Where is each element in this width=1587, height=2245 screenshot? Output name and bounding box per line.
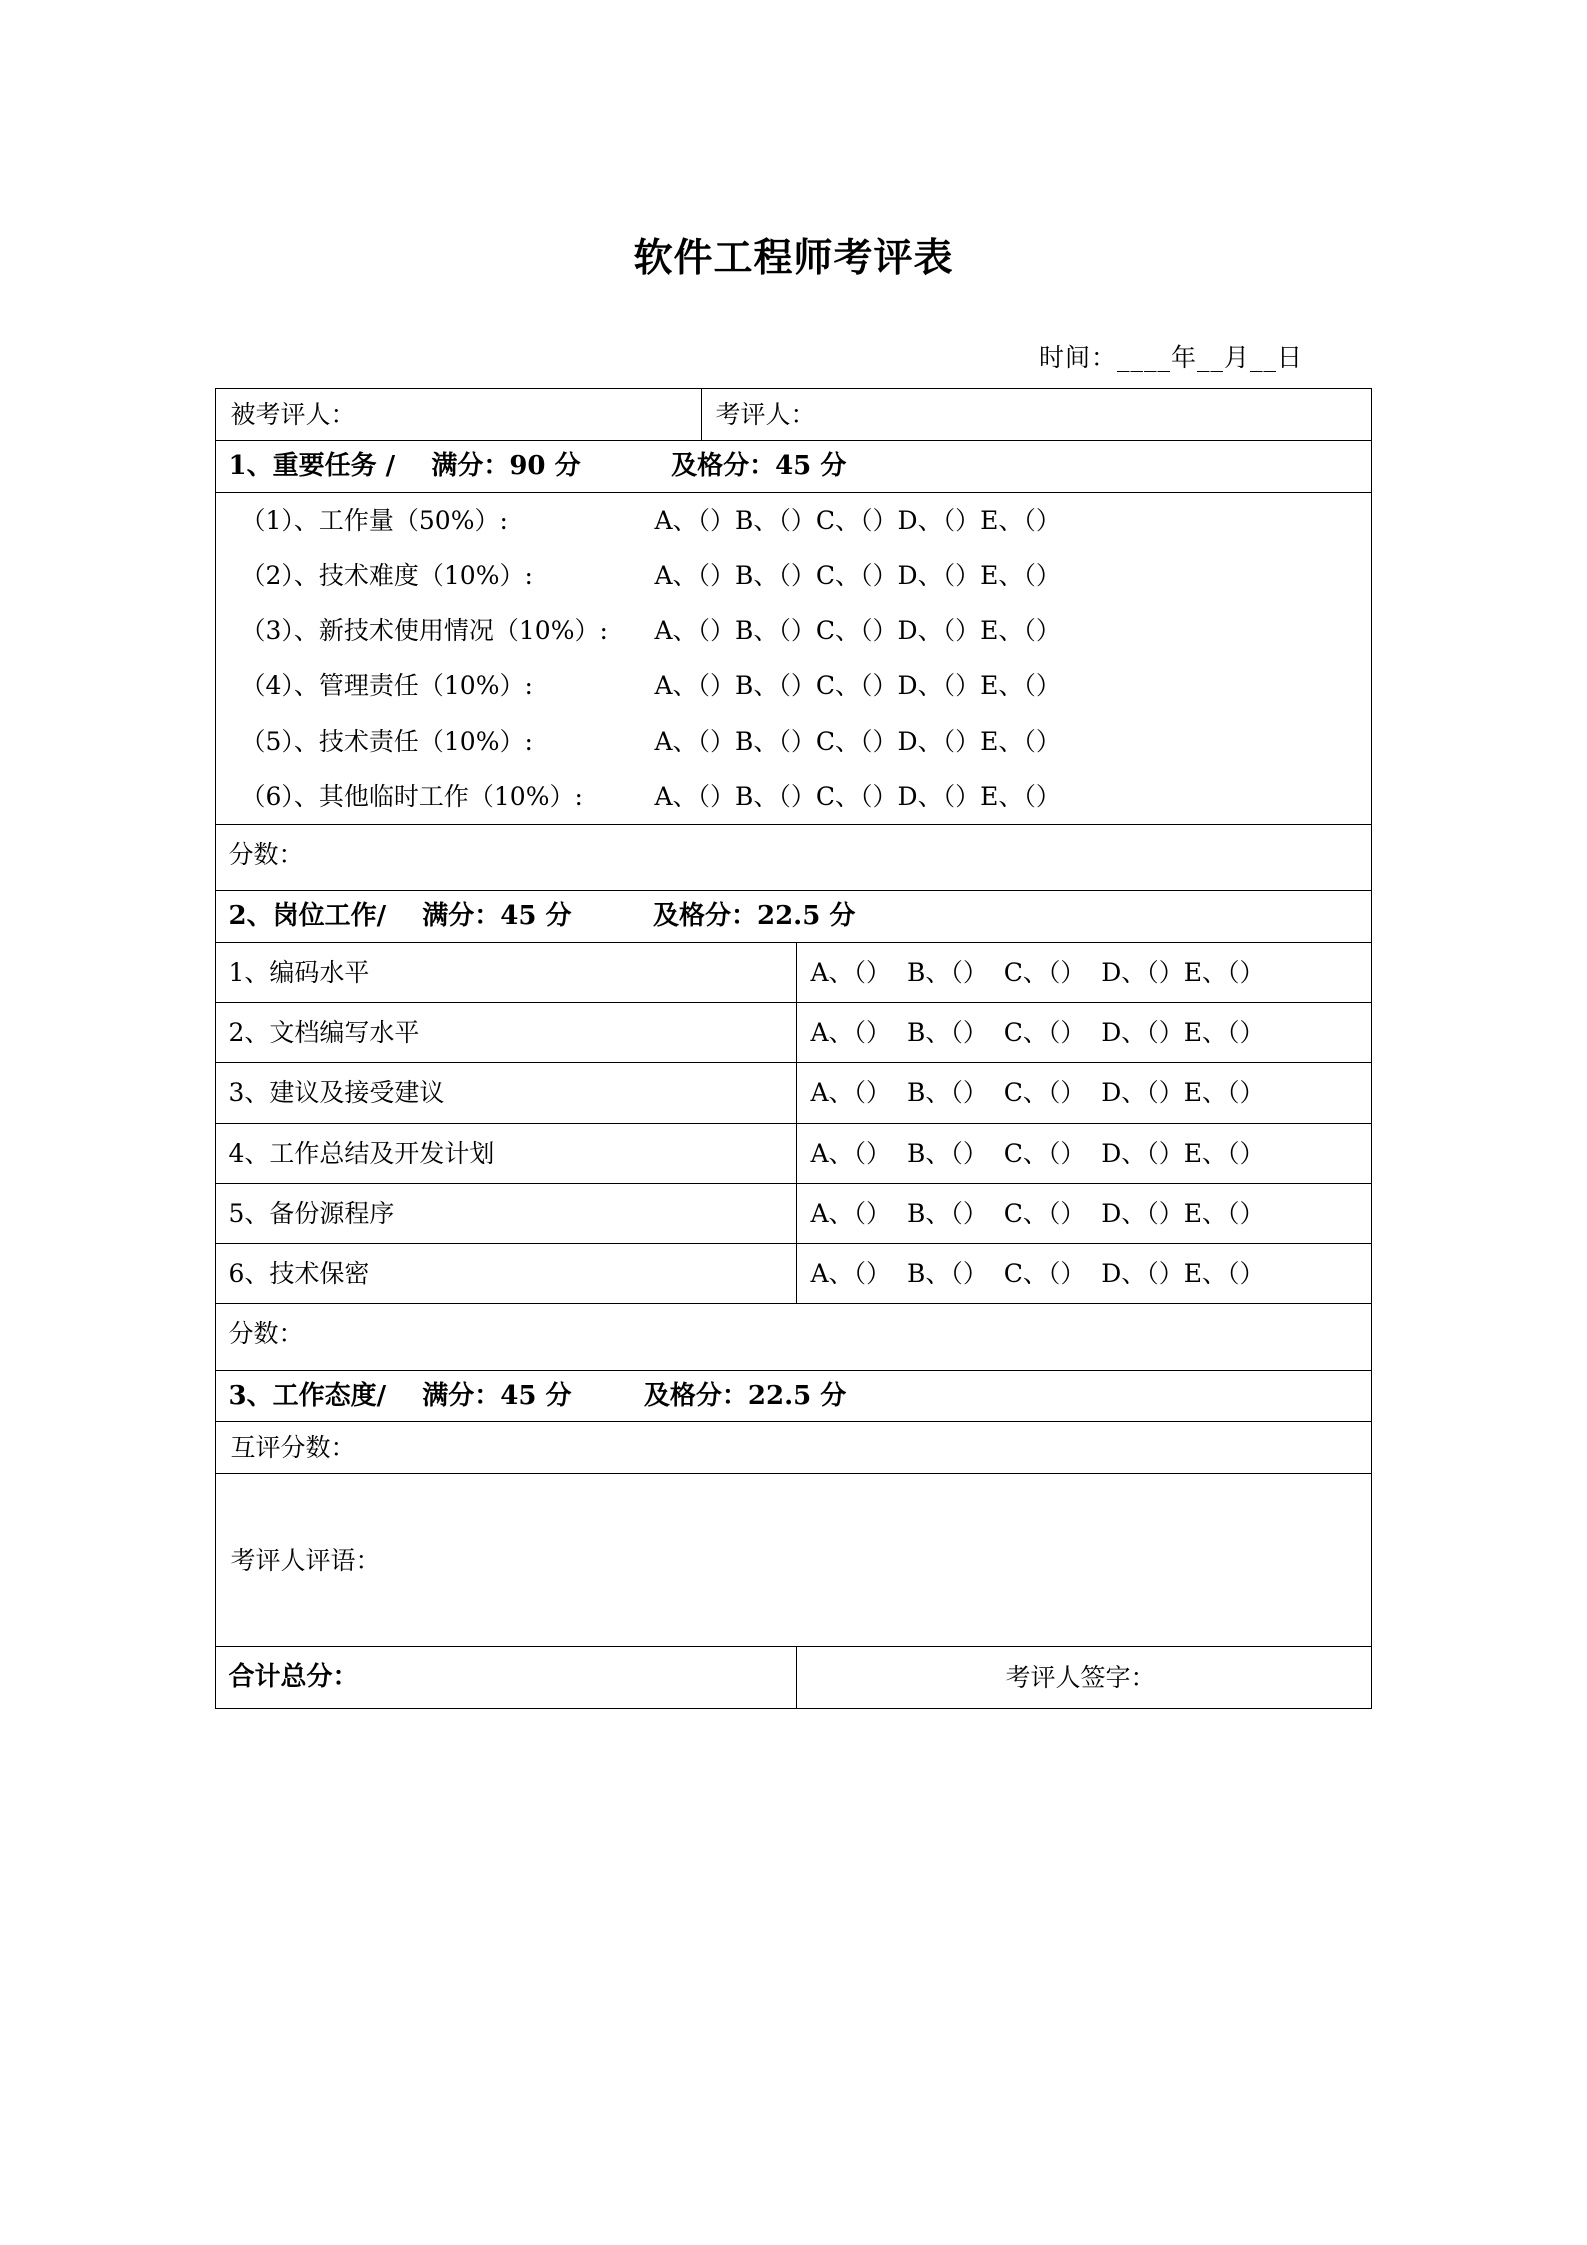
section2-item-5-options: A、（） B、（） C、（） D、（）E、（）: [810, 1259, 1265, 1289]
section2-item-2-options-cell[interactable]: [796, 1063, 1371, 1123]
list-item[interactable]: [216, 493, 1370, 548]
total-score-label: 合计总分：: [228, 1662, 359, 1693]
section3-heading: 3、工作态度/ 满分：45 分 及格分：22.5 分: [228, 1380, 847, 1411]
section2-item-2-label-cell[interactable]: [216, 1063, 796, 1123]
table-row-section1-items: [216, 492, 1371, 825]
table-row-peer-score: [216, 1422, 1371, 1474]
peer-score-cell[interactable]: [216, 1422, 1371, 1474]
signature-label: 考评人签字：: [1005, 1663, 1156, 1693]
evaluation-form-table: [215, 388, 1371, 1709]
section2-item-5-label-cell[interactable]: [216, 1244, 796, 1304]
section1-item-2-options[interactable]: A、（）B、（）C、（）D、（）E、（）: [654, 616, 1061, 646]
comment-cell[interactable]: [216, 1474, 1371, 1647]
section2-score-cell[interactable]: [216, 1304, 1371, 1370]
date-line: 时间：____年__月__日: [1038, 342, 1303, 372]
section2-item-5-label: 6、技术保密: [228, 1259, 370, 1289]
section2-score-label: 分数：: [228, 1319, 304, 1349]
section2-item-4-options: A、（） B、（） C、（） D、（）E、（）: [810, 1198, 1265, 1228]
section2-item-3-options-cell[interactable]: [796, 1123, 1371, 1183]
date-line-container: [216, 281, 1371, 374]
table-row: [216, 1003, 1371, 1063]
section2-item-0-label-cell[interactable]: [216, 942, 796, 1002]
assessor-cell[interactable]: [701, 388, 1371, 440]
list-item[interactable]: [216, 548, 1370, 603]
section1-item-3-label: （4）、管理责任（10%）:: [240, 671, 533, 701]
section1-item-3-options[interactable]: A、（）B、（）C、（）D、（）E、（）: [654, 671, 1061, 701]
section1-item-2-label: （3）、新技术使用情况（10%）:: [240, 616, 608, 646]
section2-item-2-options: A、（） B、（） C、（） D、（）E、（）: [810, 1078, 1265, 1108]
list-item[interactable]: [216, 769, 1370, 824]
section2-item-4-label: 5、备份源程序: [228, 1198, 395, 1228]
list-item[interactable]: [216, 603, 1370, 658]
assessee-cell[interactable]: [216, 388, 701, 440]
section2-item-5-options-cell[interactable]: [796, 1244, 1371, 1304]
section2-item-1-options-cell[interactable]: [796, 1003, 1371, 1063]
section1-score-label: 分数：: [228, 840, 304, 870]
total-score-cell[interactable]: [216, 1647, 796, 1709]
section1-item-0-options[interactable]: A、（）B、（）C、（）D、（）E、（）: [654, 505, 1061, 535]
assessor-label: 考评人：: [715, 399, 816, 429]
section1-item-1-options[interactable]: A、（）B、（）C、（）D、（）E、（）: [654, 560, 1061, 590]
table-row-section1-heading: [216, 441, 1371, 493]
section1-item-0-label: （1）、工作量（50%）:: [240, 505, 508, 535]
section2-item-0-label: 1、编码水平: [228, 957, 370, 987]
section1-item-4-options[interactable]: A、（）B、（）C、（）D、（）E、（）: [654, 726, 1061, 756]
section2-item-4-options-cell[interactable]: [796, 1183, 1371, 1243]
section2-item-1-options: A、（） B、（） C、（） D、（）E、（）: [810, 1018, 1265, 1048]
table-row: [216, 1244, 1371, 1304]
section2-item-0-options: A、（） B、（） C、（） D、（）E、（）: [810, 957, 1265, 987]
section2-item-3-label: 4、工作总结及开发计划: [228, 1138, 495, 1168]
section2-item-4-label-cell[interactable]: [216, 1183, 796, 1243]
list-item[interactable]: [216, 658, 1370, 713]
section2-item-1-label: 2、文档编写水平: [228, 1018, 420, 1048]
section1-items-cell: [216, 492, 1371, 825]
section2-item-3-options: A、（） B、（） C、（） D、（）E、（）: [810, 1138, 1265, 1168]
section2-heading-cell: [216, 891, 1371, 943]
section2-heading: 2、岗位工作/ 满分：45 分 及格分：22.5 分: [228, 901, 856, 932]
section1-item-5-options[interactable]: A、（）B、（）C、（）D、（）E、（）: [654, 781, 1061, 811]
table-row-total: [216, 1647, 1371, 1709]
section1-heading: 1、重要任务 / 满分：90 分 及格分：45 分: [228, 451, 847, 482]
table-row-people: [216, 388, 1371, 440]
section1-heading-cell: [216, 441, 1371, 493]
section1-item-4-label: （5）、技术责任（10%）:: [240, 726, 533, 756]
table-row-section3-heading: [216, 1370, 1371, 1422]
page-title: 软件工程师考评表: [633, 236, 954, 281]
table-row: [216, 1123, 1371, 1183]
table-row: [216, 942, 1371, 1002]
section1-item-5-label: （6）、其他临时工作（10%）:: [240, 781, 583, 811]
table-row-section2-heading: [216, 891, 1371, 943]
list-item[interactable]: [216, 714, 1370, 769]
signature-cell[interactable]: [796, 1647, 1371, 1709]
peer-score-label: 互评分数：: [230, 1433, 356, 1463]
section2-item-1-label-cell[interactable]: [216, 1003, 796, 1063]
section3-heading-cell: [216, 1370, 1371, 1422]
section1-item-list: [216, 493, 1370, 825]
comment-label: 考评人评语：: [230, 1546, 381, 1576]
section2-item-3-label-cell[interactable]: [216, 1123, 796, 1183]
section1-item-1-label: （2）、技术难度（10%）:: [240, 560, 533, 590]
table-row-section2-score: [216, 1304, 1371, 1370]
assessee-label: 被考评人：: [230, 399, 356, 429]
table-row: [216, 1183, 1371, 1243]
table-row-comment: [216, 1474, 1371, 1647]
section2-item-2-label: 3、建议及接受建议: [228, 1078, 445, 1108]
section2-item-0-options-cell[interactable]: [796, 942, 1371, 1002]
table-row-section1-score: [216, 825, 1371, 891]
section1-score-cell[interactable]: [216, 825, 1371, 891]
table-row: [216, 1063, 1371, 1123]
